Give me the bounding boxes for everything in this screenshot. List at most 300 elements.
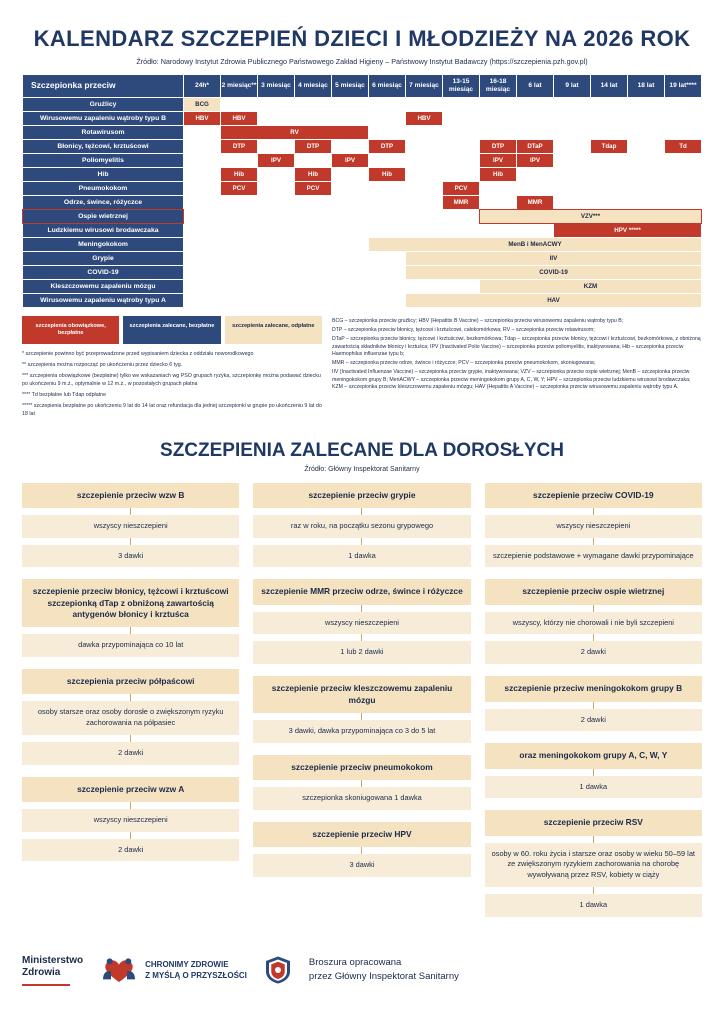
schedule-cell [369, 168, 405, 181]
schedule-cell [369, 252, 405, 265]
schedule-cell [221, 126, 368, 139]
schedule-cell [369, 140, 405, 153]
schedule-cell [406, 112, 442, 125]
schedule-cell [258, 266, 294, 279]
schedule-cell [295, 140, 331, 153]
schedule-cell [665, 154, 701, 167]
schedule-cell [332, 182, 368, 195]
schedule-cell [369, 238, 701, 251]
schedule-cell [258, 210, 294, 223]
card-title: szczepienie przeciw błonicy, tężcowi i krztuścowi szczepionką dTap z obniżoną zawartością antygenów błonicy i krztuśca [22, 579, 239, 627]
schedule-cell [406, 182, 442, 195]
footnote-4: **** Td bezpłatne lub Tdap odpłatne [22, 391, 107, 398]
card-connector [593, 702, 594, 709]
schedule-cell [443, 154, 479, 167]
schedule-cell [591, 140, 627, 153]
card-detail: 3 dawki [22, 545, 239, 568]
schedule-marker: MenB i MenACWY [369, 238, 701, 251]
schedule-cell [406, 294, 701, 307]
schedule-cell [591, 168, 627, 181]
schedule-cell [406, 126, 442, 139]
schedule-marker: DTaP [517, 140, 553, 153]
schedule-marker: MMR [443, 196, 479, 209]
card-detail: 1 lub 2 dawki [253, 641, 470, 664]
schedule-cell [295, 224, 331, 237]
table-row [23, 224, 701, 237]
schedule-marker: HPV ***** [554, 224, 701, 237]
table-row [23, 238, 701, 251]
schedule-cell [443, 168, 479, 181]
schedule-cell [628, 126, 664, 139]
page-footer [0, 943, 724, 1005]
schedule-cell [295, 168, 331, 181]
schedule-marker: Hib [295, 168, 331, 181]
card-title: szczepienia przeciw półpaścowi [22, 669, 239, 694]
schedule-cell [258, 112, 294, 125]
recommendation-card [485, 579, 702, 664]
row-label: Meningokokom [23, 238, 183, 251]
card-connector [361, 634, 362, 641]
schedule-cell [480, 182, 516, 195]
recommendation-card [22, 777, 239, 862]
schedule-cell [258, 280, 294, 293]
schedule-cell [295, 266, 331, 279]
card-detail: 1 dawka [485, 894, 702, 917]
schedule-cell [221, 224, 257, 237]
recommendation-card [22, 483, 239, 568]
schedule-cell [369, 154, 405, 167]
card-detail: osoby starsze oraz osoby dorosłe o zwiększonym ryzyku zachorowania na półpasiec [22, 701, 239, 734]
schedule-cell [480, 280, 701, 293]
table-row [23, 140, 701, 153]
table-row [23, 210, 701, 223]
schedule-cell [258, 252, 294, 265]
vaccination-schedule-table [22, 74, 702, 308]
recommendation-card [485, 810, 702, 916]
card-connector [130, 694, 131, 701]
card-title: szczepienie przeciw COVID-19 [485, 483, 702, 508]
schedule-cell [628, 112, 664, 125]
legend-item-1: szczepienia obowiązkowe, bezpłatne [22, 316, 119, 344]
card-detail: wszyscy nieszczepieni [22, 515, 239, 538]
schedule-cell [406, 224, 442, 237]
row-label: Odrze, śwince, różyczce [23, 196, 183, 209]
schedule-cell [628, 98, 664, 111]
footnote-1: * szczepienie powinno być przeprowadzone przed wypisaniem dziecka z oddziału noworodkowego [22, 350, 254, 357]
abbreviation-3: DTaP – szczepionka przeciw błonicy, tężcowi i krztuścowi, bezkomórkowa; Tdap – szczepionka przeciw błonicy, tężcowi i krztuścowi, bezkomórkowa, z obniżoną zawartością składników błonicy i krztuśca; IPV (Inactivated Polio Vaccine) – szczepionka przeciw poliomyelitis, inaktywowana; Hib – szczepionka przeciw Haemophilus influenzae typu b; [332, 336, 701, 358]
card-detail: 2 dawki [485, 709, 702, 732]
adults-column-2 [253, 483, 470, 877]
footnote-5: ***** szczepienia bezpłatne po ukończeniu 9 lat do 14 lat oraz refundacja dla jednej szczepionki w grupie po ukończeniu 9 lat do 18 lat [22, 402, 322, 417]
ministry-line-2: Zdrowia [22, 967, 61, 979]
schedule-marker: COVID-19 [406, 266, 701, 279]
schedule-cell [554, 140, 590, 153]
schedule-cell [517, 112, 553, 125]
schedule-cell [369, 210, 405, 223]
schedule-marker: VZV*** [480, 210, 701, 223]
schedule-cell [332, 238, 368, 251]
recommendation-card [485, 483, 702, 568]
brochure-credit [309, 956, 459, 985]
schedule-cell [221, 210, 257, 223]
schedule-cell [480, 126, 516, 139]
schedule-cell [517, 126, 553, 139]
schedule-cell [295, 294, 331, 307]
card-detail: raz w roku, na początku sezonu grypowego [253, 515, 470, 538]
recommendation-card [253, 579, 470, 664]
schedule-marker: Tdap [591, 140, 627, 153]
schedule-cell [628, 154, 664, 167]
adults-recommendations-section [0, 428, 724, 917]
schedule-cell [221, 154, 257, 167]
schedule-cell [480, 210, 701, 223]
card-detail: wszyscy nieszczepieni [22, 809, 239, 832]
table-row [23, 168, 701, 181]
card-connector [361, 538, 362, 545]
schedule-cell [184, 294, 220, 307]
column-header-4: 4 miesiąc [295, 75, 331, 97]
footnote-3: *** szczepienia obowiązkowe (bezpłatne) tylko we wskazaniach wg PSO grupach ryzyka, szczepionkę można podawać dziecku po ukończeniu 9 m.ż., optymalnie w 12 m.ż., w pozostałych grupach płatna [22, 372, 321, 387]
schedule-cell [221, 112, 257, 125]
card-title: szczepienie przeciw HPV [253, 822, 470, 847]
card-title: szczepienie przeciw ospie wietrznej [485, 579, 702, 604]
slogan-line-2: Z MYŚLĄ O PRZYSZŁOŚCI [145, 971, 247, 981]
schedule-cell [628, 196, 664, 209]
schedule-marker: HBV [184, 112, 220, 125]
schedule-cell [332, 196, 368, 209]
adults-title: SZCZEPIENIA ZALECANE DLA DOROSŁYCH [160, 439, 564, 461]
schedule-cell [332, 112, 368, 125]
source-note-children: Źródło: Narodowy Instytut Zdrowia Publicznego Państwowego Zakład Higieny – Państwowy Instytut Badawczy (https://szczepienia.pzh.gov.pl) [136, 57, 588, 66]
schedule-cell [332, 168, 368, 181]
card-detail: 1 dawka [485, 776, 702, 799]
schedule-cell [443, 224, 479, 237]
recommendation-card [22, 579, 239, 657]
schedule-cell [295, 154, 331, 167]
table-row [23, 280, 701, 293]
schedule-cell [591, 154, 627, 167]
column-header-9: 16-18 miesiąc [480, 75, 516, 97]
schedule-cell [369, 196, 405, 209]
recommendation-card [22, 669, 239, 765]
schedule-cell [332, 280, 368, 293]
schedule-cell [184, 154, 220, 167]
schedule-marker: DTP [221, 140, 257, 153]
schedule-cell [406, 252, 701, 265]
schedule-cell [184, 140, 220, 153]
schedule-cell [369, 112, 405, 125]
schedule-cell [665, 168, 701, 181]
legend-item-3: szczepienia zalecane, odpłatne [225, 316, 322, 344]
row-label: Poliomyelitis [23, 154, 183, 167]
schedule-cell [295, 210, 331, 223]
card-connector [130, 832, 131, 839]
footnotes [22, 351, 322, 419]
schedule-cell [332, 210, 368, 223]
card-title: szczepienie przeciw meningokokom grupy B [485, 676, 702, 701]
card-title: szczepienie MMR przeciw odrze, śwince i różyczce [253, 579, 470, 604]
schedule-cell [184, 182, 220, 195]
slogan-line-1: CHRONIMY ZDROWIE [145, 960, 229, 970]
abbreviation-2: DTP – szczepionka przeciw błonicy, tężcowi i krztuścowi, całokomórkowa; RV – szczepionka przeciw rotawirusom; [332, 327, 595, 334]
children-calendar-section [0, 0, 724, 428]
card-connector [361, 713, 362, 720]
ministry-red-bar [22, 984, 70, 987]
adults-column-3 [485, 483, 702, 917]
schedule-cell [258, 154, 294, 167]
schedule-cell [554, 126, 590, 139]
table-row [23, 252, 701, 265]
schedule-cell [332, 294, 368, 307]
card-connector [130, 538, 131, 545]
table-body [23, 98, 701, 307]
schedule-cell [591, 126, 627, 139]
footnote-2: ** szczepienia można rozpocząć po ukończeniu przez dziecko 6 tyg. [22, 361, 183, 368]
schedule-marker: RV [221, 126, 368, 139]
schedule-cell [184, 196, 220, 209]
schedule-cell [184, 280, 220, 293]
schedule-cell [406, 98, 442, 111]
table-row [23, 182, 701, 195]
card-title: szczepienie przeciw wzw B [22, 483, 239, 508]
schedule-marker: Hib [221, 168, 257, 181]
recommendation-card [485, 743, 702, 798]
card-title: szczepienie przeciw pneumokokom [253, 755, 470, 780]
table-header-row [23, 75, 701, 97]
card-title: szczepienie przeciw RSV [485, 810, 702, 835]
card-title: oraz meningokokom grupy A, C, W, Y [485, 743, 702, 768]
source-note-adults: Źródło: Główny Inspektorat Sanitarny [304, 465, 420, 473]
card-connector [361, 605, 362, 612]
table-row [23, 266, 701, 279]
abbreviation-5: IIV (Inactivated Influenzae Vaccine) – szczepionka przeciw grypie, inaktywowana; VZV – szczepionka przeciw ospie wietrznej; MenB – szczepionka przeciw meningokokom grupy B; MenACWY – szczepionka przeciw meningokokom grupy A, C, W, Y; HPV – szczepionka przeciw ludzkiemu wirusowi brodawczaka; KZM – szczepionka przeciw kleszczowemu zapaleniu mózgu; HAV (Hepatitis A Vaccine) – szczepionka przeciw wirusowemu zapaleniu wątroby typu A. [332, 369, 691, 391]
adults-card-columns [22, 483, 702, 917]
card-connector [361, 847, 362, 854]
schedule-cell [295, 112, 331, 125]
row-label: Grypie [23, 252, 183, 265]
schedule-cell [258, 196, 294, 209]
abbreviations-list [332, 316, 702, 422]
schedule-marker: HBV [406, 112, 442, 125]
schedule-marker: BCG [184, 98, 220, 111]
card-detail: wszyscy, którzy nie chorowali i nie byli szczepieni [485, 612, 702, 635]
schedule-cell [443, 280, 479, 293]
table-row [23, 126, 701, 139]
schedule-cell [517, 196, 553, 209]
table-row [23, 294, 701, 307]
schedule-cell [184, 266, 220, 279]
card-connector [593, 634, 594, 641]
schedule-cell [443, 112, 479, 125]
schedule-cell [665, 112, 701, 125]
schedule-cell [221, 238, 257, 251]
abbreviation-1: BCG – szczepionka przeciw gruźlicy; HBV (Hepatitis B Vaccine) – szczepionka przeciw wirusowemu zapaleniu wątroby typu B; [332, 318, 624, 324]
schedule-cell [258, 238, 294, 251]
card-detail: 3 dawki, dawka przypominająca co 3 do 5 lat [253, 720, 470, 743]
schedule-cell [665, 140, 701, 153]
legend-boxes [22, 316, 322, 344]
brochure-line-1: Broszura opracowana [308, 957, 402, 969]
gis-emblem-icon [263, 955, 293, 985]
row-label: Wirusowemu zapaleniu wątroby typu A [23, 294, 183, 307]
schedule-cell [628, 182, 664, 195]
recommendation-card [253, 483, 470, 568]
schedule-cell [332, 252, 368, 265]
column-header-10: 6 lat [517, 75, 553, 97]
schedule-cell [295, 182, 331, 195]
card-detail: 3 dawki [253, 854, 470, 877]
schedule-cell [628, 168, 664, 181]
schedule-marker: IPV [332, 154, 368, 167]
ministry-line-1: Ministerstwo [22, 954, 84, 966]
schedule-cell [517, 168, 553, 181]
schedule-cell [184, 238, 220, 251]
schedule-cell [554, 98, 590, 111]
schedule-cell [221, 280, 257, 293]
schedule-cell [258, 140, 294, 153]
adults-column-1 [22, 483, 239, 862]
schedule-cell [517, 140, 553, 153]
column-header-12: 14 lat [591, 75, 627, 97]
legend-column [22, 316, 322, 422]
schedule-cell [406, 210, 442, 223]
schedule-cell [406, 140, 442, 153]
schedule-cell [406, 280, 442, 293]
schedule-cell [258, 294, 294, 307]
schedule-cell [554, 196, 590, 209]
schedule-cell [369, 224, 405, 237]
row-label: Ospie wietrznej [23, 210, 183, 223]
card-connector [361, 508, 362, 515]
card-detail: dawka przypominająca co 10 lat [22, 634, 239, 657]
schedule-cell [406, 196, 442, 209]
schedule-cell [665, 196, 701, 209]
schedule-cell [295, 98, 331, 111]
schedule-cell [295, 196, 331, 209]
schedule-cell [591, 196, 627, 209]
schedule-cell [221, 294, 257, 307]
column-header-5: 5 miesiąc [332, 75, 368, 97]
schedule-marker: HBV [221, 112, 257, 125]
column-header-2: 2 miesiąc** [221, 75, 257, 97]
card-detail: 2 dawki [22, 839, 239, 862]
card-title: szczepienie przeciw wzw A [22, 777, 239, 802]
schedule-cell [295, 280, 331, 293]
schedule-cell [258, 224, 294, 237]
card-connector [130, 627, 131, 634]
row-label: Kleszczowemu zapaleniu mózgu [23, 280, 183, 293]
schedule-cell [184, 168, 220, 181]
schedule-cell [554, 112, 590, 125]
schedule-cell [221, 140, 257, 153]
schedule-cell [406, 154, 442, 167]
schedule-cell [480, 112, 516, 125]
card-connector [130, 508, 131, 515]
schedule-cell [517, 154, 553, 167]
column-header-11: 9 lat [554, 75, 590, 97]
schedule-cell [517, 224, 553, 237]
schedule-cell [221, 168, 257, 181]
column-header-7: 7 miesiąc [406, 75, 442, 97]
schedule-cell [184, 210, 220, 223]
row-label: Pneumokokom [23, 182, 183, 195]
schedule-cell [665, 126, 701, 139]
schedule-cell [221, 196, 257, 209]
card-connector [593, 836, 594, 843]
card-title: szczepienie przeciw grypie [253, 483, 470, 508]
table-row [23, 112, 701, 125]
row-label: Ludzkiemu wirusowi brodawczaka [23, 224, 183, 237]
schedule-cell [517, 182, 553, 195]
row-label: COVID-19 [23, 266, 183, 279]
schedule-cell [665, 98, 701, 111]
schedule-cell [554, 182, 590, 195]
row-label: Błonicy, tężcowi, krztuścowi [23, 140, 183, 153]
schedule-cell [443, 210, 479, 223]
schedule-cell [443, 196, 479, 209]
schedule-cell [258, 98, 294, 111]
column-header-6: 6 miesiąc [369, 75, 405, 97]
schedule-marker: Hib [369, 168, 405, 181]
schedule-cell [628, 140, 664, 153]
card-detail: 2 dawki [22, 742, 239, 765]
heart-hands-icon [99, 955, 139, 985]
schedule-marker: Td [665, 140, 701, 153]
campaign-slogan [145, 959, 247, 981]
schedule-cell [554, 154, 590, 167]
card-detail: 1 dawka [253, 545, 470, 568]
recommendation-card [253, 755, 470, 810]
card-connector [593, 605, 594, 612]
schedule-cell [332, 154, 368, 167]
row-label: Rotawirusom [23, 126, 183, 139]
schedule-marker: Hib [480, 168, 516, 181]
card-detail: szczepionka skoniugowana 1 dawka [253, 787, 470, 810]
campaign-logo [99, 955, 247, 985]
column-header-1: 24h* [184, 75, 220, 97]
schedule-marker: DTP [295, 140, 331, 153]
table-header [23, 75, 701, 97]
schedule-cell [480, 196, 516, 209]
card-detail: osoby w 60. roku życia i starsze oraz osoby w wieku 50–59 lat ze zwiększonym ryzykiem zachorowania na chorobę wywoływaną przez RSV, kobiety w ciąży [485, 843, 702, 887]
schedule-marker: PCV [443, 182, 479, 195]
schedule-cell [480, 224, 516, 237]
schedule-cell [591, 182, 627, 195]
column-header-vaccine: Szczepionka przeciw [23, 75, 183, 97]
schedule-cell [332, 266, 368, 279]
schedule-cell [221, 252, 257, 265]
schedule-cell [184, 224, 220, 237]
schedule-cell [480, 168, 516, 181]
schedule-marker: IPV [258, 154, 294, 167]
schedule-cell [369, 182, 405, 195]
column-header-14: 19 lat**** [665, 75, 701, 97]
schedule-cell [443, 182, 479, 195]
schedule-cell [295, 238, 331, 251]
column-header-13: 18 lat [628, 75, 664, 97]
card-detail: wszyscy nieszczepieni [485, 515, 702, 538]
schedule-cell [480, 154, 516, 167]
card-detail: szczepienie podstawowe + wymagane dawki przypominające [485, 545, 702, 568]
schedule-cell [184, 98, 220, 111]
schedule-cell [443, 98, 479, 111]
schedule-cell [369, 98, 405, 111]
schedule-cell [591, 98, 627, 111]
schedule-cell [369, 280, 405, 293]
legend-item-2: szczepienia zalecane, bezpłatne [123, 316, 220, 344]
schedule-cell [369, 294, 405, 307]
schedule-cell [184, 126, 220, 139]
